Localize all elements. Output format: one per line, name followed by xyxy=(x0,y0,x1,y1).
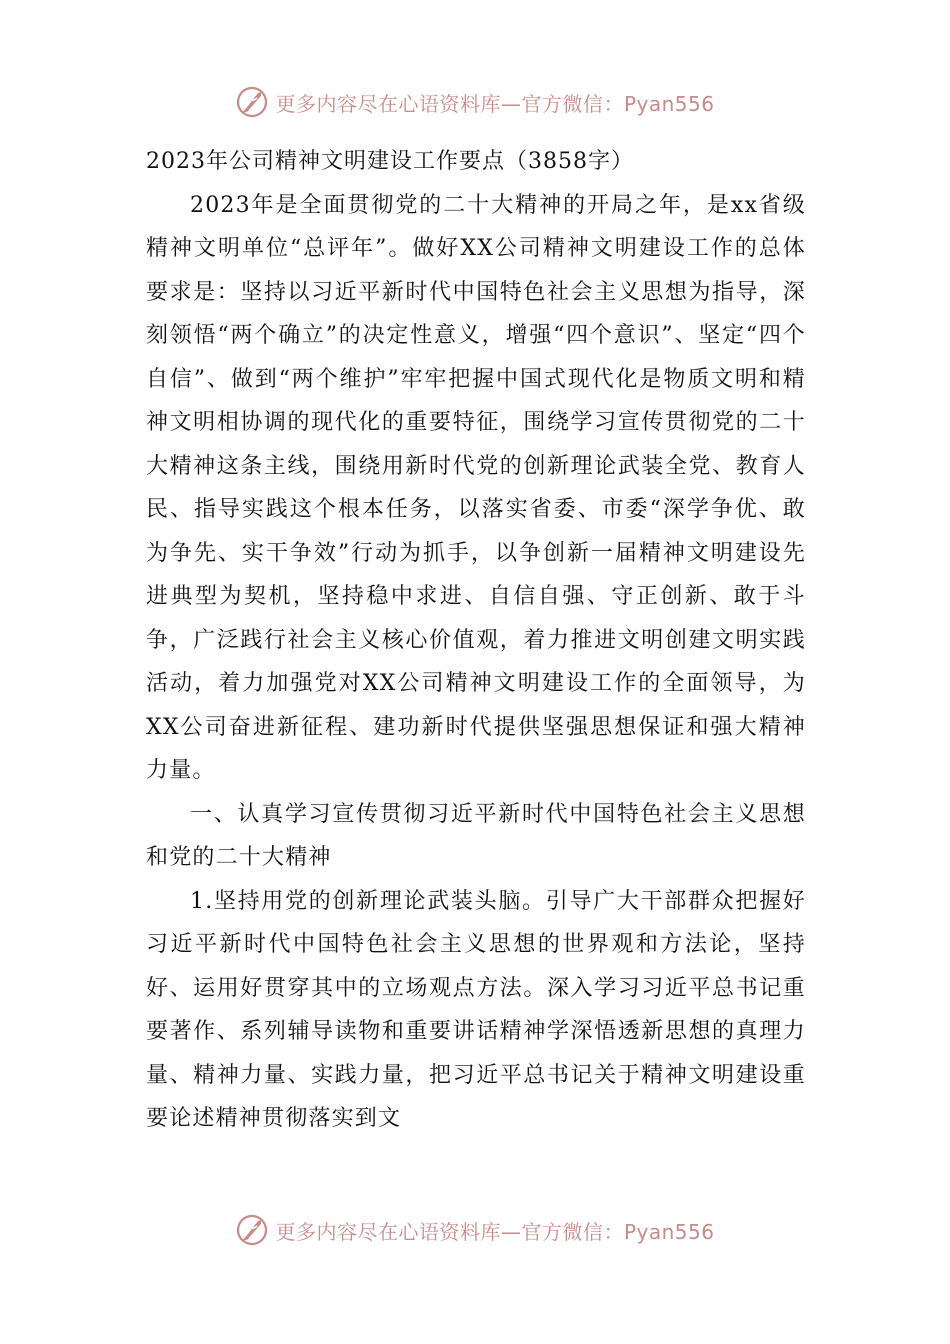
quill-logo-icon xyxy=(235,85,269,119)
paragraph-item-1: 1.坚持用党的创新理论武装头脑。引导广大干部群众把握好习近平新时代中国特色社会主义思想的世界观和方法论，坚持好、运用好贯穿其中的立场观点方法。深入学习习近平总书记重要著作、系列辅导读物和重要讲话精神学深悟透新思想的真理力量、精神力量、实践力量，把习近平总书记关于精神文明建设重要论述精神贯彻落实到文 xyxy=(146,888,806,1131)
watermark-content xyxy=(235,1213,714,1247)
document-title: 2023年公司精神文明建设工作要点（3858字） xyxy=(146,149,634,174)
watermark-banner-top xyxy=(0,82,950,122)
watermark-text: 更多内容尽在心语资料库—官方微信：Pyan556 xyxy=(275,91,715,116)
watermark-banner-bottom xyxy=(0,1210,950,1250)
watermark-content xyxy=(235,85,714,119)
paragraph-intro: 2023年是全面贯彻党的二十大精神的开局之年，是xx省级精神文明单位“总评年”。做好XX公司精神文明建设工作的总体要求是：坚持以习近平新时代中国特色社会主义思想为指导，深刻领悟“两个确立”的决定性意义，增强“四个意识”、坚定“四个自信”、做到“两个维护”牢牢把握中国式现代化是物质文明和精神文明相协调的现代化的重要特征，围绕学习宣传贯彻党的二十大精神这条主线，围绕用新时代党的创新理论武装全党、教育人民、指导实践这个根本任务，以落实省委、市委“深学争优、敢为争先、实干争效”行动为抓手，以争创新一届精神文明建设先进典型为契机，坚持稳中求进、自信自强、守正创新、敢于斗争，广泛践行社会主义核心价值观，着力推进文明创建文明实践活动，着力加强党对XX公司精神文明建设工作的全面领导，为XX公司奋进新征程、建功新时代提供坚强思想保证和强大精神力量。 xyxy=(146,192,806,783)
section-heading-1: 一、认真学习宣传贯彻习近平新时代中国特色社会主义思想和党的二十大精神 xyxy=(146,801,806,870)
quill-logo-icon xyxy=(235,1213,269,1247)
document-body xyxy=(146,140,806,1141)
watermark-text: 更多内容尽在心语资料库—官方微信：Pyan556 xyxy=(275,1219,715,1244)
